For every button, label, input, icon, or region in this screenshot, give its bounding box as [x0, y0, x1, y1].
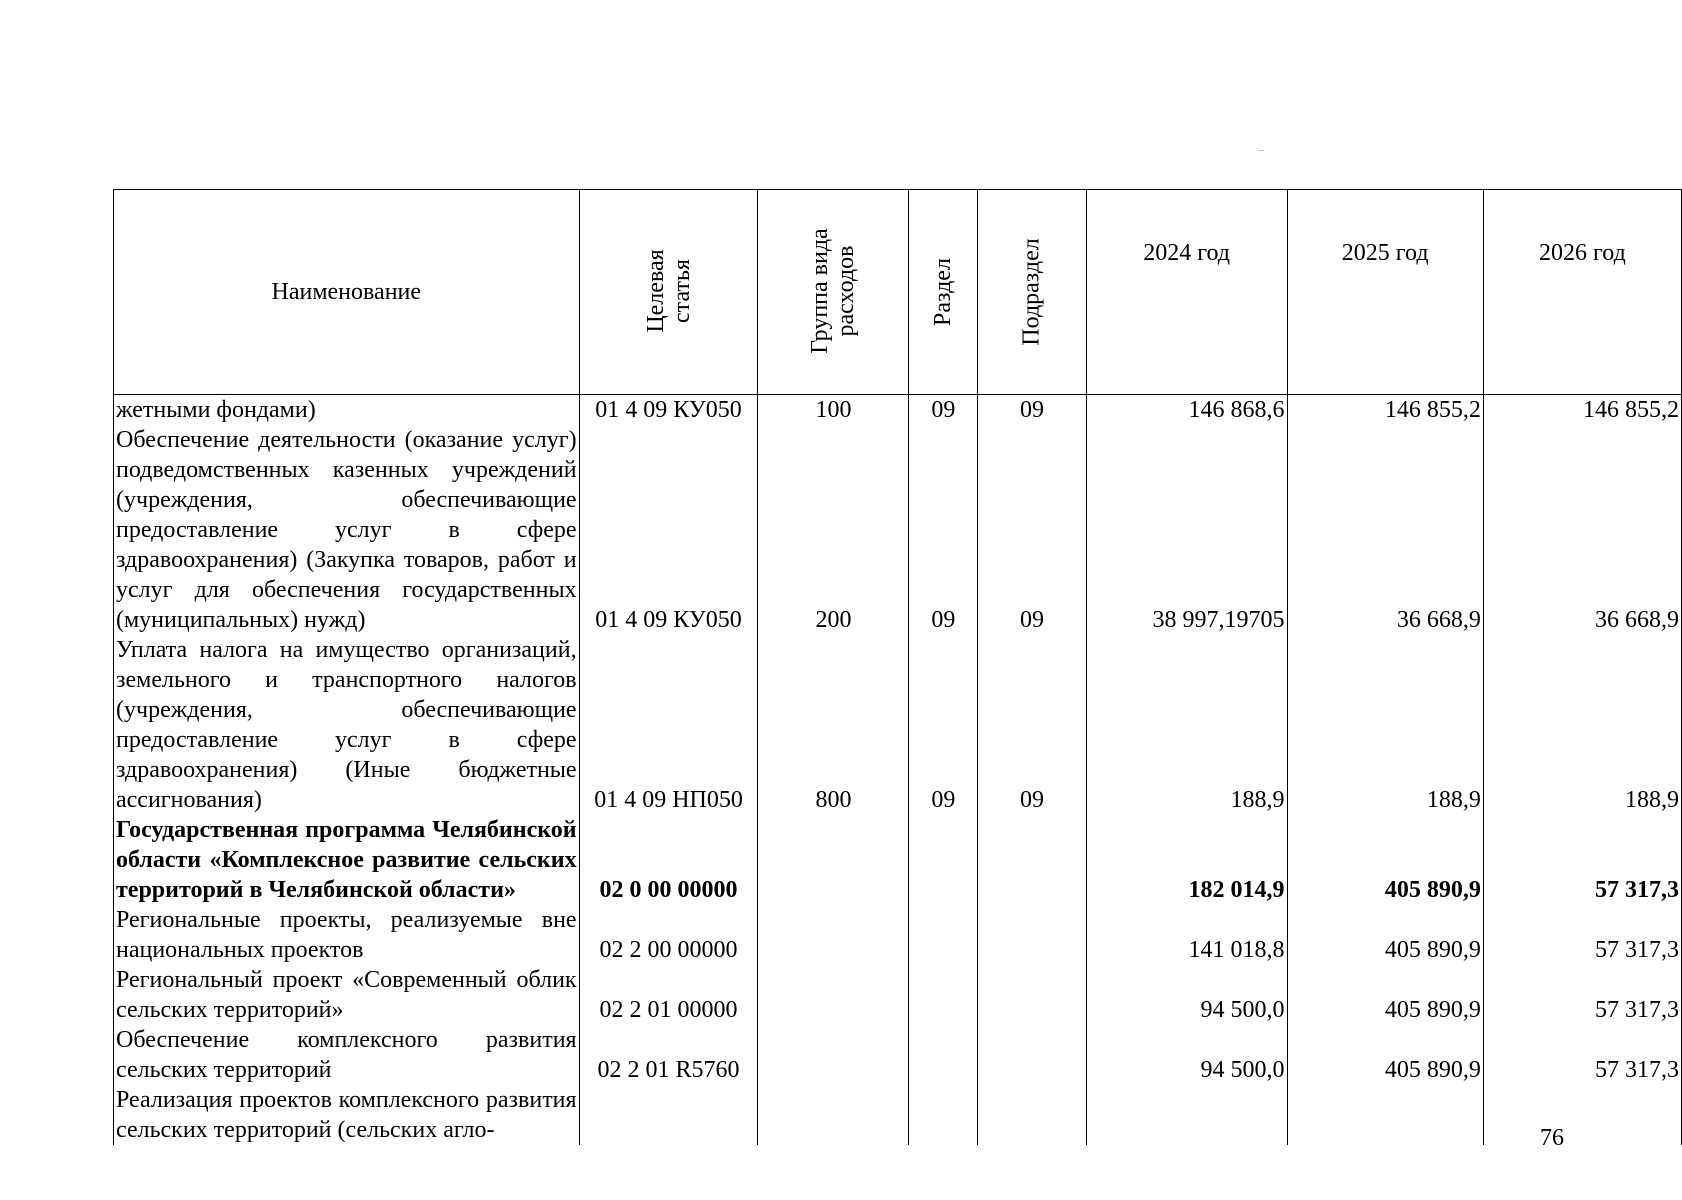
- row-2025: 405 890,9: [1287, 905, 1483, 965]
- header-target-article-label: Целевая статья: [642, 249, 695, 333]
- row-name: Реализация проектов комплексного развития сельских территорий (сельских агло-: [114, 1085, 580, 1145]
- row-code: 02 2 01 00000: [579, 965, 758, 1025]
- row-code: 02 0 00 00000: [579, 815, 758, 905]
- table-row: [114, 1085, 1682, 1145]
- row-name: Обеспечение деятельности (оказание услуг) подведомственных казенных учреждений (учреждения, обеспечивающие предоставление услуг в сфере здравоохранения) (Закупка товаров, работ и услуг для обеспечения государственных (муниципальных) нужд): [114, 425, 580, 635]
- row-group: 100: [758, 395, 909, 426]
- row-2024: 146 868,6: [1086, 395, 1287, 426]
- header-expense-group: [758, 190, 909, 395]
- row-group: [758, 965, 909, 1025]
- header-section-label: Раздел: [930, 258, 957, 326]
- row-name: Уплата налога на имущество организаций, земельного и транспортного налогов (учреждения, обеспечивающие предоставление услуг в сфере здравоохранения) (Иные бюджетные ассигнования): [114, 635, 580, 815]
- header-name-label: Наименование: [271, 279, 422, 305]
- header-name: [114, 190, 580, 395]
- row-section: [909, 815, 978, 905]
- row-code: [579, 1085, 758, 1145]
- row-section: 09: [909, 395, 978, 426]
- row-section: [909, 905, 978, 965]
- header-year-2026-label: 2026 год: [1539, 240, 1626, 266]
- row-group: 200: [758, 425, 909, 635]
- row-subsection: [978, 815, 1086, 905]
- row-group: 800: [758, 635, 909, 815]
- table-row: [114, 635, 1682, 815]
- row-2026: 57 317,3: [1483, 1025, 1681, 1085]
- row-2026: 188,9: [1483, 635, 1681, 815]
- header-year-2025-label: 2025 год: [1341, 240, 1429, 266]
- row-name: Региональные проекты, реализуемые вне национальных проектов: [114, 905, 580, 965]
- header-expense-group-label: Группа вида расходов: [807, 228, 860, 354]
- row-group: [758, 905, 909, 965]
- table-row: [114, 425, 1682, 635]
- row-code: 01 4 09 КУ050: [579, 425, 758, 635]
- row-2025: [1287, 1085, 1483, 1145]
- row-code: 01 4 09 НП050: [579, 635, 758, 815]
- header-target-article: [579, 190, 758, 395]
- row-subsection: [978, 1085, 1086, 1145]
- row-2024: 141 018,8: [1086, 905, 1287, 965]
- table-row: [114, 395, 1682, 426]
- row-2024: 38 997,19705: [1086, 425, 1287, 635]
- row-section: [909, 965, 978, 1025]
- page-number: 76: [1540, 1125, 1564, 1151]
- row-2025: 405 890,9: [1287, 965, 1483, 1025]
- row-2025: 405 890,9: [1287, 815, 1483, 905]
- row-name: жетными фондами): [114, 395, 580, 426]
- table-row: [114, 905, 1682, 965]
- row-2025: 405 890,9: [1287, 1025, 1483, 1085]
- header-year-2024: [1086, 190, 1287, 395]
- row-name: Обеспечение комплексного развития сельских территорий: [114, 1025, 580, 1085]
- row-group: [758, 815, 909, 905]
- row-2024: 188,9: [1086, 635, 1287, 815]
- row-name: Региональный проект «Современный облик сельских территорий»: [114, 965, 580, 1025]
- row-group: [758, 1085, 909, 1145]
- header-year-2025: [1287, 190, 1483, 395]
- row-2025: 36 668,9: [1287, 425, 1483, 635]
- row-subsection: 09: [978, 425, 1086, 635]
- row-subsection: [978, 965, 1086, 1025]
- header-year-2026: [1483, 190, 1681, 395]
- row-subsection: [978, 1025, 1086, 1085]
- row-2025: 188,9: [1287, 635, 1483, 815]
- table-row: [114, 965, 1682, 1025]
- header-subsection: [978, 190, 1086, 395]
- row-code: 02 2 00 00000: [579, 905, 758, 965]
- row-2026: 146 855,2: [1483, 395, 1681, 426]
- header-section: [909, 190, 978, 395]
- row-2024: 94 500,0: [1086, 965, 1287, 1025]
- scan-mark: [1258, 150, 1264, 151]
- row-section: 09: [909, 425, 978, 635]
- row-name: Государственная программа Челябинской области «Комплексное развитие сельских территорий в Челябинской области»: [114, 815, 580, 905]
- row-2026: 57 317,3: [1483, 905, 1681, 965]
- row-2025: 146 855,2: [1287, 395, 1483, 426]
- row-group: [758, 1025, 909, 1085]
- header-year-2024-label: 2024 год: [1143, 240, 1231, 266]
- budget-table: [113, 189, 1682, 1145]
- row-section: [909, 1025, 978, 1085]
- row-code: 02 2 01 R5760: [579, 1025, 758, 1085]
- row-section: 09: [909, 635, 978, 815]
- table-row: [114, 815, 1682, 905]
- header-subsection-label: Подраздел: [1019, 238, 1046, 346]
- table-header-row: [114, 190, 1682, 395]
- table-row: [114, 1025, 1682, 1085]
- row-2024: 182 014,9: [1086, 815, 1287, 905]
- row-2024: 94 500,0: [1086, 1025, 1287, 1085]
- row-section: [909, 1085, 978, 1145]
- row-code: 01 4 09 КУ050: [579, 395, 758, 426]
- row-2024: [1086, 1085, 1287, 1145]
- row-2026: 36 668,9: [1483, 425, 1681, 635]
- row-2026: [1483, 1085, 1681, 1145]
- row-subsection: [978, 905, 1086, 965]
- row-subsection: 09: [978, 395, 1086, 426]
- row-2026: 57 317,3: [1483, 815, 1681, 905]
- row-2026: 57 317,3: [1483, 965, 1681, 1025]
- row-subsection: 09: [978, 635, 1086, 815]
